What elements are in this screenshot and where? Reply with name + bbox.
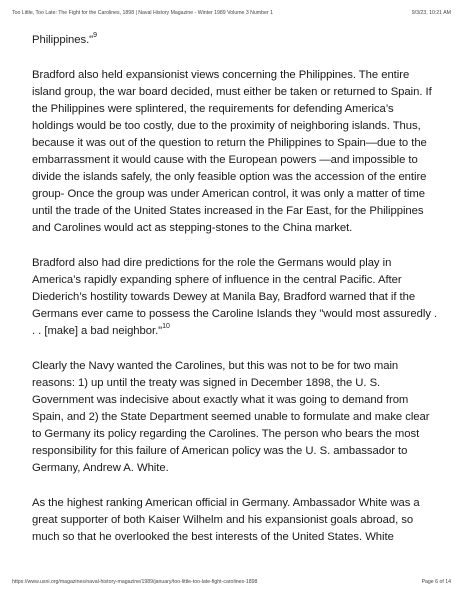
- paragraph: [32, 32, 438, 49]
- paragraph-text: Bradford also had dire predictions for the role the Germans would play in America’s rapidly expanding sphere of influence in the central Pacific. After Diederich’s hostility towards Dewey at Manila Bay, Bradford warned that if the Germans ever came to possess the Caroline Islands they "would most assuredly . . . [make] a bad neighbor.": [32, 257, 438, 337]
- paragraph-text: Philippines.": [32, 34, 94, 46]
- footnote-ref[interactable]: 10: [162, 323, 170, 331]
- page-header: [12, 10, 451, 19]
- paragraph: [32, 67, 438, 237]
- page-number: Page 6 of 14: [421, 579, 451, 585]
- header-datetime: 9/3/23, 10:21 AM: [411, 10, 451, 16]
- paragraph-text: As the highest ranking American official in Germany. Ambassador White was a great supporter of both Kaiser Wilhelm and his expansionist goals abroad, so much so that he overlooked the best interests of the United States. White: [32, 497, 420, 543]
- footer-url[interactable]: https://www.usni.org/magazines/naval-history-magazine/1989/january/too-little-too-late-fight-carolines-1898: [12, 579, 258, 585]
- header-title: Too Little, Too Late: The Fight for the Carolines, 1898 | Naval History Magazine - Winter 1989 Volume 3 Number 1: [12, 10, 273, 16]
- article-body: [32, 32, 438, 564]
- paragraph: [32, 358, 438, 477]
- paragraph-text: Clearly the Navy wanted the Carolines, but this was not to be for two main reasons: 1) up until the treaty was signed in December 1898, the U. S. Government was indecisive about exactly what it was going to demand from Spain, and 2) the State Department seemed unable to formulate and make clear to Germany its policy regarding the Carolines. The person who bears the most responsibility for this failure of American policy was the U. S. ambassador to Germany, Andrew A. White.: [32, 360, 430, 474]
- page-footer: [12, 579, 451, 588]
- paragraph: [32, 255, 438, 340]
- footnote-ref[interactable]: 9: [93, 32, 97, 40]
- paragraph: [32, 495, 438, 546]
- paragraph-text: Bradford also held expansionist views concerning the Philippines. The entire island group, the war board decided, must either be taken or returned to Spain. If the Philippines were splintered, the requirements for defending America’s holdings would be too costly, due to the proximity of neighboring islands. Thus, because it was out of the question to return the Philippines to Spain—due to the embarrassment it would cause with the European powers —and impossible to divide the islands safely, the only feasible option was the accession of the entire group- Once the group was under American control, it was only a matter of time until the trade of the United States increased in the Far East, for the Philippines and Carolines would act as stepping-stones to the China market.: [32, 69, 432, 234]
